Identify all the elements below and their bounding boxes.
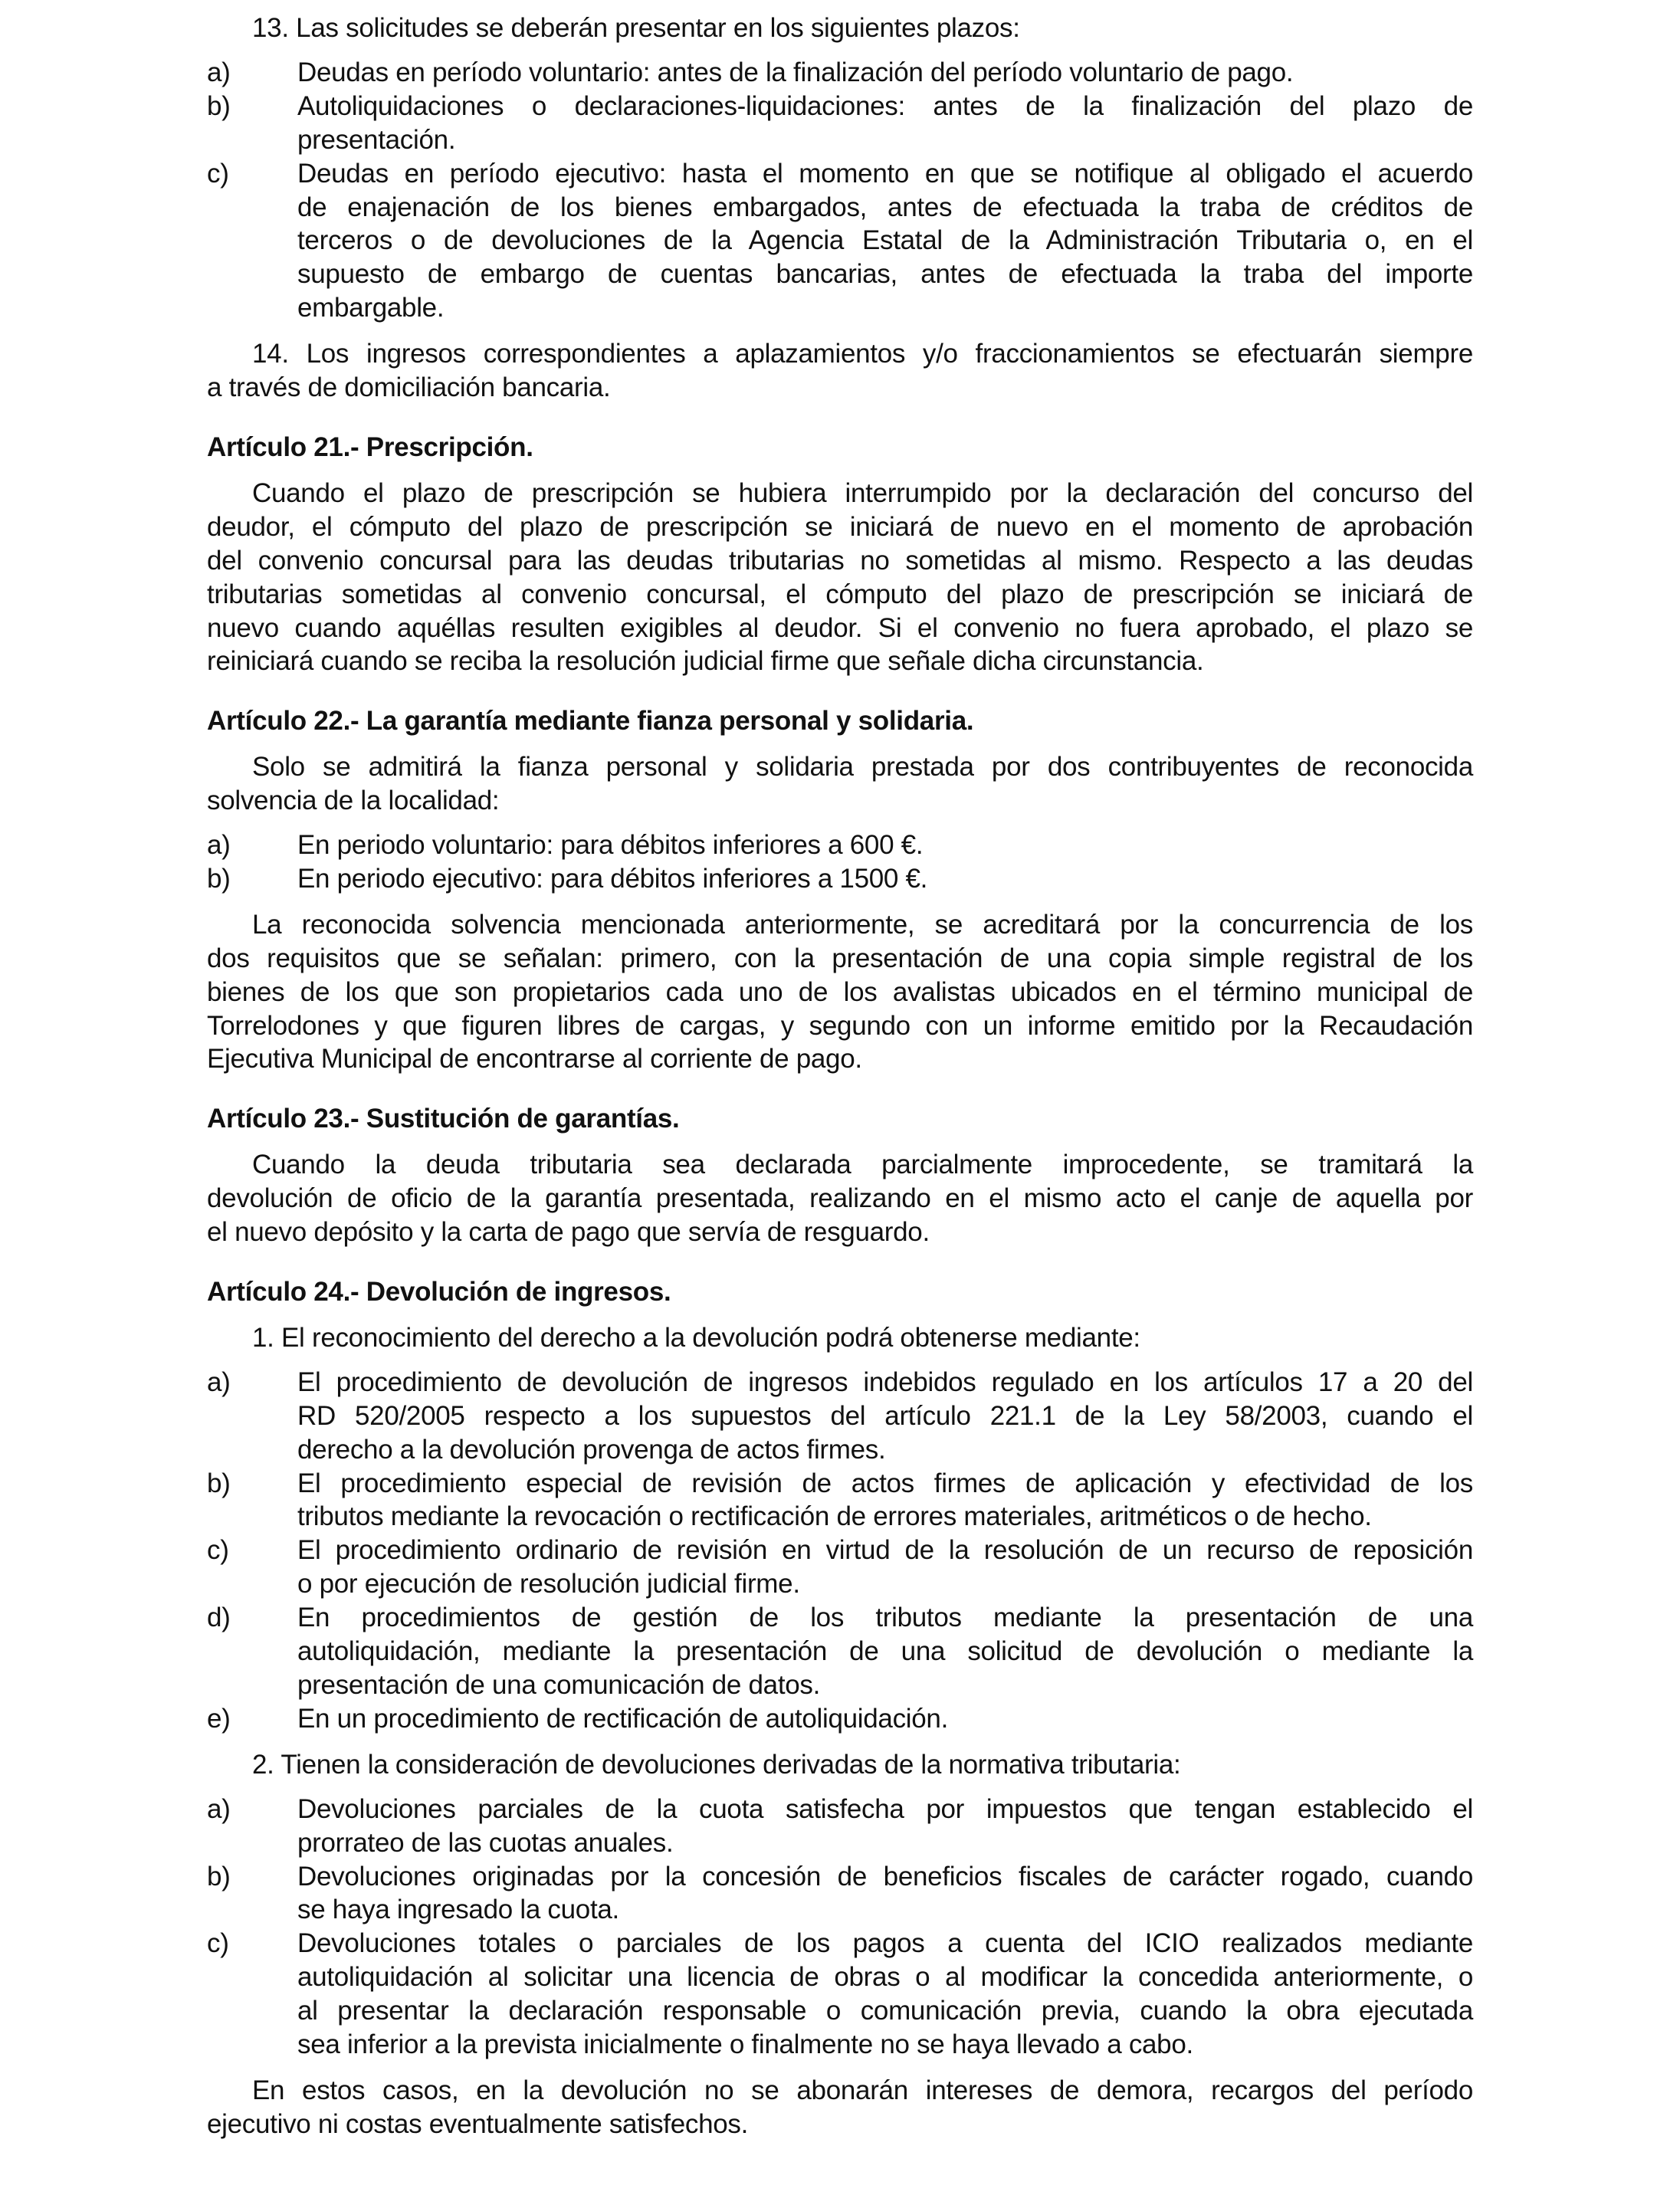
text-line: de enajenación de los bienes embargados, antes de efectuada la traba de créditos de	[297, 192, 1473, 222]
text-line: Cuando la deuda tributaria sea declarada parcialmente improcedente, se tramitará la	[252, 1150, 1473, 1180]
text-line: Devoluciones originadas por la concesión de beneficios fiscales de carácter rogado, cuando	[297, 1861, 1473, 1892]
text-line: Deudas en período voluntario: antes de la finalización del período voluntario de pago.	[297, 57, 1294, 87]
text-line: En procedimientos de gestión de los tributos mediante la presentación de una	[297, 1603, 1473, 1633]
text-line: tributarias sometidas al convenio concursal, el cómputo del plazo de prescripción se iniciará de	[207, 579, 1473, 609]
list-item	[207, 90, 1473, 157]
list-item	[207, 56, 1473, 90]
text-line: derecho a la devolución provenga de actos firmes.	[297, 1434, 886, 1465]
list-item-label: a)	[207, 830, 231, 861]
list-item-label: b)	[207, 1861, 231, 1892]
text-line: Deudas en período ejecutivo: hasta el momento en que se notifique al obligado el acuerdo	[297, 158, 1473, 189]
text-line: El procedimiento ordinario de revisión en virtud de la resolución de un recurso de reposición	[297, 1535, 1473, 1566]
text-line: del convenio concursal para las deudas tributarias no sometidas al mismo. Respecto a las deudas	[207, 545, 1473, 576]
text-line: Autoliquidaciones o declaraciones-liquidaciones: antes de la finalización del plazo de	[297, 90, 1473, 121]
list-item-text	[297, 1860, 1473, 1928]
list-item-text	[297, 56, 1473, 90]
text-line: deudor, el cómputo del plazo de prescripción se iniciará de nuevo en el momento de aprobación	[207, 511, 1473, 542]
text-line: supuesto de embargo de cuentas bancarias, antes de efectuada la traba del importe	[297, 259, 1473, 290]
text-line: En periodo voluntario: para débitos inferiores a 600 €.	[297, 830, 924, 861]
list-item-text	[297, 1366, 1473, 1467]
text-line: Solo se admitirá la fianza personal y solidaria prestada por dos contribuyentes de reconocida	[252, 752, 1473, 783]
article-heading: Artículo 24.- Devolución de ingresos.	[207, 1277, 671, 1307]
list-item	[207, 828, 1473, 862]
enumerated-list	[207, 828, 1473, 896]
text-line: En periodo ejecutivo: para débitos inferiores a 1500 €.	[297, 863, 928, 894]
text-line: Ejecutiva Municipal de encontrarse al corriente de pago.	[207, 1044, 862, 1075]
list-item-text	[297, 1702, 1473, 1736]
text-line: al presentar la declaración responsable o comunicación previa, cuando la obra ejecutada	[297, 1996, 1473, 2026]
text-line: a través de domiciliación bancaria.	[207, 372, 611, 403]
list-item-text	[297, 1601, 1473, 1702]
list-item-text	[297, 157, 1473, 326]
list-item-label: b)	[207, 90, 231, 121]
article-heading: Artículo 22.- La garantía mediante fianza personal y solidaria.	[207, 706, 974, 737]
text-line: autoliquidación al solicitar una licencia de obras o al modificar la concedida anteriormente, o	[297, 1962, 1473, 1993]
list-item-text	[297, 1534, 1473, 1601]
paragraph	[207, 337, 1473, 405]
text-line: presentación de una comunicación de datos.	[297, 1669, 821, 1700]
list-item-label: c)	[207, 158, 229, 189]
text-line: se haya ingresado la cuota.	[297, 1895, 619, 1925]
list-item	[207, 1927, 1473, 2062]
list-item-label: b)	[207, 863, 231, 894]
paragraph	[207, 750, 1473, 818]
list-item-label: e)	[207, 1703, 231, 1734]
text-line: prorrateo de las cuotas anuales.	[297, 1827, 674, 1858]
enumerated-list	[207, 56, 1473, 325]
enumerated-list	[207, 1793, 1473, 2062]
article-heading: Artículo 21.- Prescripción.	[207, 431, 533, 462]
paragraph	[207, 1748, 1473, 1782]
text-line: Devoluciones parciales de la cuota satisfecha por impuestos que tengan establecido el	[297, 1793, 1473, 1824]
list-item-label: c)	[207, 1928, 229, 1959]
text-line: bienes de los que son propietarios cada uno de los avalistas ubicados en el término municipal de	[207, 976, 1473, 1007]
list-item	[207, 1860, 1473, 1928]
text-line: El procedimiento de devolución de ingresos indebidos regulado en los artículos 17 a 20 del	[297, 1367, 1473, 1397]
list-item	[207, 1534, 1473, 1601]
text-line: 13. Las solicitudes se deberán presentar en los siguientes plazos:	[252, 13, 1020, 43]
list-item	[207, 862, 1473, 896]
text-line: dos requisitos que se señalan: primero, con la presentación de una copia simple registral de los	[207, 943, 1473, 973]
text-line: El procedimiento especial de revisión de actos firmes de aplicación y efectividad de los	[297, 1468, 1473, 1498]
list-item	[207, 1366, 1473, 1467]
article-heading: Artículo 23.- Sustitución de garantías.	[207, 1104, 680, 1134]
list-item	[207, 1793, 1473, 1860]
list-item-label: a)	[207, 1367, 231, 1397]
text-line: 1. El reconocimiento del derecho a la devolución podrá obtenerse mediante:	[252, 1322, 1140, 1353]
paragraph	[207, 11, 1473, 45]
list-item-text	[297, 1793, 1473, 1860]
text-line: autoliquidación, mediante la presentación de una solicitud de devolución o mediante la	[297, 1636, 1473, 1667]
text-line: el nuevo depósito y la carta de pago que servía de resguardo.	[207, 1217, 930, 1248]
list-item-text	[297, 1927, 1473, 2062]
text-line: Devoluciones totales o parciales de los pagos a cuenta del ICIO realizados mediante	[297, 1928, 1473, 1959]
list-item-text	[297, 90, 1473, 157]
text-line: ejecutivo ni costas eventualmente satisfechos.	[207, 2108, 749, 2139]
enumerated-list	[207, 1366, 1473, 1736]
list-item-label: d)	[207, 1603, 231, 1633]
list-item-label: a)	[207, 57, 231, 87]
text-line: nuevo cuando aquéllas resulten exigibles al deudor. Si el convenio no fuera aprobado, el plazo se	[207, 612, 1473, 643]
text-line: terceros o de devoluciones de la Agencia Estatal de la Administración Tributaria o, en el	[297, 225, 1473, 256]
text-line: RD 520/2005 respecto a los supuestos del artículo 221.1 de la Ley 58/2003, cuando el	[297, 1400, 1473, 1431]
list-item-text	[297, 828, 1473, 862]
text-line: La reconocida solvencia mencionada anteriormente, se acreditará por la concurrencia de los	[252, 909, 1473, 940]
list-item-label: a)	[207, 1793, 231, 1824]
list-item	[207, 1702, 1473, 1736]
text-line: Cuando el plazo de prescripción se hubiera interrumpido por la declaración del concurso del	[252, 477, 1473, 508]
list-item-label: b)	[207, 1468, 231, 1498]
text-line: tributos mediante la revocación o rectificación de errores materiales, aritméticos o de hecho.	[297, 1501, 1372, 1532]
text-line: sea inferior a la prevista inicialmente o finalmente no se haya llevado a cabo.	[297, 2029, 1193, 2060]
paragraph	[207, 2074, 1473, 2141]
text-line: En estos casos, en la devolución no se abonarán intereses de demora, recargos del período	[252, 2075, 1473, 2105]
list-item	[207, 1467, 1473, 1534]
text-line: reiniciará cuando se reciba la resolución judicial firme que señale dicha circunstancia.	[207, 646, 1204, 677]
list-item	[207, 157, 1473, 326]
text-line: o por ejecución de resolución judicial firme.	[297, 1569, 800, 1599]
list-item-label: c)	[207, 1535, 229, 1566]
paragraph	[207, 1321, 1473, 1355]
text-line: embargable.	[297, 293, 445, 323]
text-line: En un procedimiento de rectificación de autoliquidación.	[297, 1703, 949, 1734]
text-line: devolución de oficio de la garantía presentada, realizando en el mismo acto el canje de aquella por	[207, 1183, 1473, 1214]
list-item-text	[297, 862, 1473, 896]
text-line: presentación.	[297, 124, 456, 155]
text-line: 2. Tienen la consideración de devoluciones derivadas de la normativa tributaria:	[252, 1749, 1181, 1780]
paragraph	[207, 908, 1473, 1077]
document-page	[207, 11, 1473, 2141]
paragraph	[207, 1148, 1473, 1249]
list-item	[207, 1601, 1473, 1702]
paragraph	[207, 477, 1473, 678]
list-item-text	[297, 1467, 1473, 1534]
text-line: Torrelodones y que figuren libres de cargas, y segundo con un informe emitido por la Recaudación	[207, 1010, 1473, 1041]
text-line: solvencia de la localidad:	[207, 786, 500, 816]
text-line: 14. Los ingresos correspondientes a aplazamientos y/o fraccionamientos se efectuarán siempre	[252, 339, 1473, 369]
